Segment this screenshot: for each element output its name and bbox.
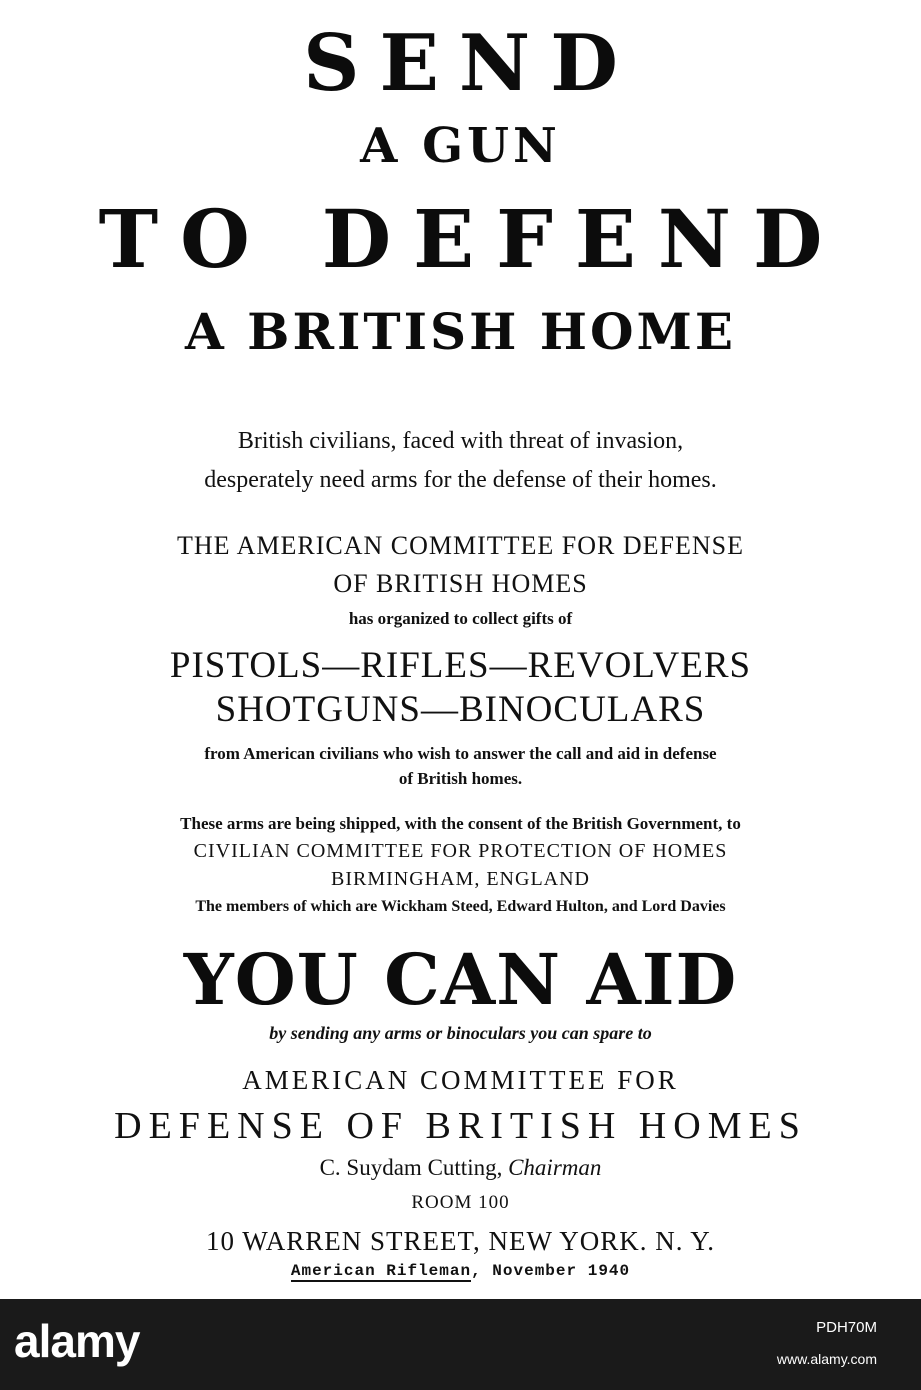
address-committee-line-1: AMERICAN COMMITTEE FOR <box>242 1065 679 1095</box>
address-committee-line-2: DEFENSE OF BRITISH HOMES <box>114 1105 807 1147</box>
address-chairman <box>0 1155 921 1181</box>
headline-british-home: A BRITISH HOME <box>184 302 736 361</box>
items-line-1: PISTOLS—RIFLES—REVOLVERS <box>169 645 752 686</box>
call-to-action-subline: by sending any arms or binoculars you can spare to <box>269 1023 652 1043</box>
from-line-2: of British homes. <box>398 769 523 788</box>
image-id: PDH70M <box>816 1319 877 1336</box>
organization-name-line-2: OF BRITISH HOMES <box>333 569 588 598</box>
shipping-line-4: The members of which are Wickham Steed, Edward Hulton, and Lord Davies <box>195 898 726 915</box>
intro-line-2: desperately need arms for the defense of their homes. <box>204 467 717 493</box>
shipping-line-1: These arms are being shipped, with the consent of the British Government, to <box>180 814 741 833</box>
items-line-2: SHOTGUNS—BINOCULARS <box>215 689 706 730</box>
address-street: 10 WARREN STREET, NEW YORK. N. Y. <box>205 1226 715 1256</box>
chairman-name: C. Suydam Cutting, <box>319 1155 509 1180</box>
organization-name-line-1: THE AMERICAN COMMITTEE FOR DEFENSE <box>176 531 744 560</box>
address-room: ROOM 100 <box>411 1192 510 1213</box>
source-publication: American Rifleman <box>290 1262 472 1280</box>
alamy-logo: alamy <box>14 1315 140 1367</box>
watermark-footer <box>0 1299 921 1390</box>
headline-you-can-aid: YOU CAN AID <box>183 938 738 1021</box>
shipping-line-2: CIVILIAN COMMITTEE FOR PROTECTION OF HOMES <box>193 840 728 862</box>
headline-send: SEND <box>303 18 638 109</box>
site-url: www.alamy.com <box>776 1351 877 1367</box>
intro-line-1: British civilians, faced with threat of invasion, <box>237 428 684 454</box>
headline-to-defend: TO DEFEND <box>98 192 845 286</box>
source-credit <box>0 1262 921 1280</box>
from-line-1: from American civilians who wish to answer the call and aid in defense <box>204 744 717 763</box>
headline-a-gun: A GUN <box>360 118 561 174</box>
source-date: , November 1940 <box>471 1262 631 1280</box>
chairman-role: Chairman <box>508 1155 602 1180</box>
organization-purpose: has organized to collect gifts of <box>348 609 573 628</box>
shipping-line-3: BIRMINGHAM, ENGLAND <box>331 868 590 890</box>
